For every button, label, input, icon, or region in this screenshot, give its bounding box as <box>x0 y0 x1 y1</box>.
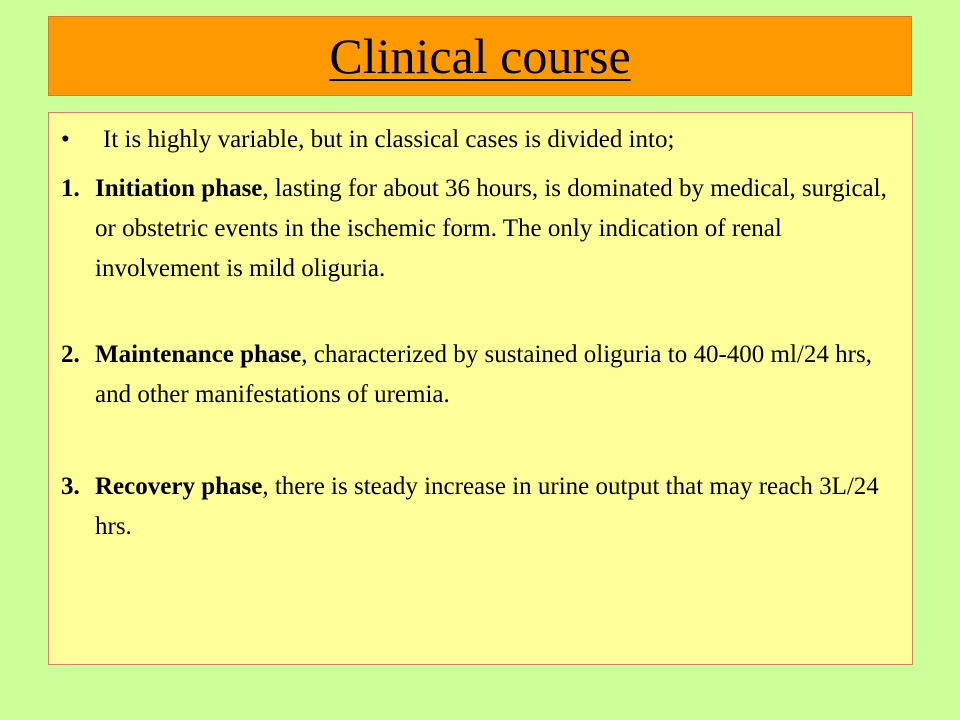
list-item-heading: Initiation phase <box>95 175 263 202</box>
list-item-recovery-phase <box>61 467 899 547</box>
intro-bullet <box>61 125 674 155</box>
list-item-number: 3. <box>61 473 80 500</box>
slide-content-panel <box>48 112 913 665</box>
list-item-heading: Recovery phase <box>95 473 263 500</box>
intro-text: It is highly variable, but in classical cases is divided into; <box>103 126 675 153</box>
list-item-number: 2. <box>61 341 80 368</box>
bullet-icon: • <box>61 126 70 153</box>
list-item-text: , characterized by sustained oliguria to 40-400 ml/24 hrs, and other manifestations of uremia. <box>95 341 872 408</box>
list-item-text: , lasting for about 36 hours, is dominated by medical, surgical, or obstetric events in the ischemic form. The only indication of renal involvement is mild oliguria. <box>95 175 887 282</box>
list-item-body <box>95 335 899 415</box>
slide-title-banner <box>48 16 912 96</box>
list-item-text: , there is steady increase in urine output that may reach 3L/24 hrs. <box>95 473 879 540</box>
list-item-heading: Maintenance phase <box>95 341 302 368</box>
list-item-body <box>95 169 899 289</box>
slide-title: Clinical course <box>329 28 631 84</box>
list-item-initiation-phase <box>61 169 899 289</box>
list-item-number: 1. <box>61 175 80 202</box>
list-item-maintenance-phase <box>61 335 899 415</box>
list-item-body <box>95 467 899 547</box>
